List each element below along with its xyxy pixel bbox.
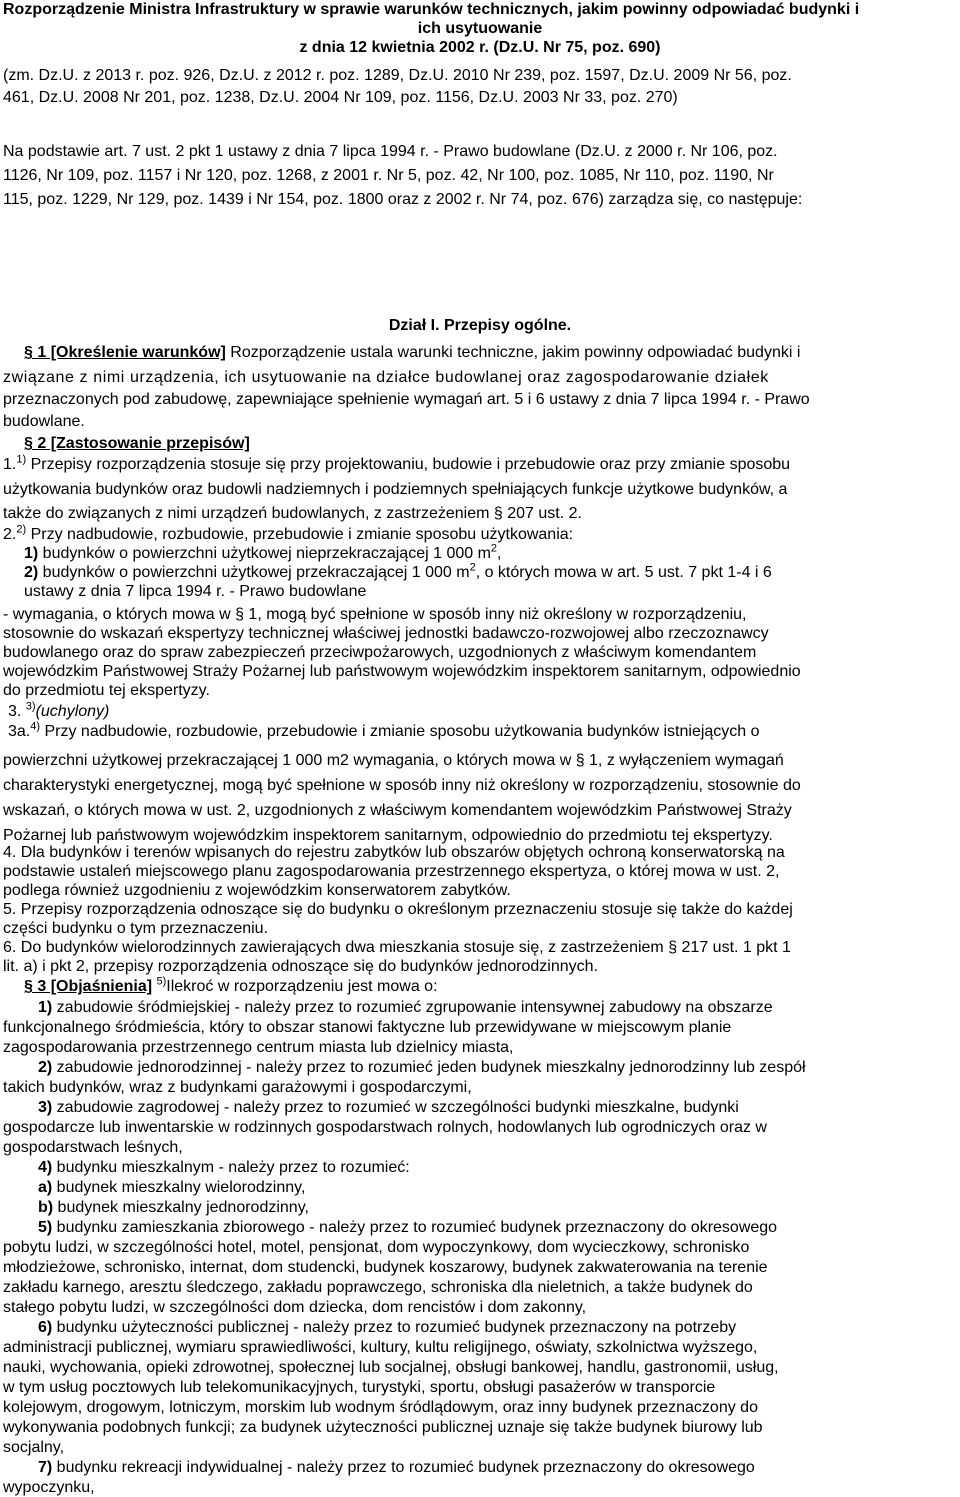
definition-text: budynku rekreacji indywidualnej - należy przez to rozumieć budynek przeznaczony do okresowego (52, 1459, 755, 1476)
paragraph-2-tail-line-2: stosownie do wskazań ekspertyzy technicznej właściwej jednostki badawczo-rozwojowej albo rzeczoznawcy (3, 625, 769, 642)
paragraph-1-text: Rozporządzenie ustala warunki techniczne, jakim powinny odpowiadać budynki i (225, 344, 801, 361)
definition-number: 3) (38, 1099, 53, 1116)
definition-item (38, 1098, 739, 1117)
definition-item (38, 1058, 806, 1077)
definition-item (38, 1318, 736, 1337)
point-text: (uchylony) (35, 703, 110, 720)
definition-item (38, 1198, 309, 1217)
paragraph-3-heading-line (24, 977, 438, 996)
paragraph-1-line-4: budowlane. (3, 413, 85, 430)
definition-continuation: kolejowym, drogowym, lotniczym, morskim lub wodnym śródlądowym, oraz inny budynek przeznaczony do (3, 1399, 758, 1416)
footnote-ref: 3) (25, 700, 36, 713)
paragraph-2-item-1 (24, 544, 501, 563)
footnote-ref: 5) (156, 975, 167, 988)
paragraph-2-point-2-line-1 (3, 525, 573, 544)
definition-continuation: pobytu ludzi, w szczególności hotel, motel, pensjonat, dom wypoczynkowy, dom wycieczkowy, schronisko (3, 1239, 750, 1256)
paragraph-2-point-3a-line-5: Pożarnej lub państwowym wojewódzkim inspektorem sanitarnym, odpowiednio do przedmiotu tej ekspertyzy. (3, 827, 773, 844)
definition-continuation: funkcjonalnego śródmieścia, który to obszar stanowi faktyczne lub przewidywane w miejscowym planie (3, 1019, 732, 1036)
definition-text: budynek mieszkalny wielorodzinny, (52, 1179, 306, 1196)
point-number: 1. (3, 456, 17, 473)
paragraph-2-tail-line-4: wojewódzkim Państwowej Straży Pożarnej lub państwowym wojewódzkim inspektorem sanitarnym, odpowiednio (3, 663, 801, 680)
definition-text: budynku zamieszkania zbiorowego - należy przez to rozumieć budynek przeznaczony do okresowego (52, 1219, 778, 1236)
point-number: 2. (3, 526, 17, 543)
footnote-ref: 2) (16, 523, 27, 536)
paragraph-1-line-1 (24, 343, 800, 362)
point-number: 3. (8, 703, 22, 720)
definition-continuation: wykonywania podobnych funkcji; za budynek użyteczności publicznej uznaje się także budynek biurowy lub (3, 1419, 763, 1436)
definition-text: budynku użyteczności publicznej - należy przez to rozumieć budynek przeznaczony na potrzeby (52, 1319, 737, 1336)
definition-text: budynku mieszkalnym - należy przez to rozumieć: (52, 1159, 410, 1176)
paragraph-2-point-5-line-1: 5. Przepisy rozporządzenia odnoszące się do budynku o określonym przeznaczeniu stosuje się także do każdej (3, 901, 793, 918)
paragraph-2-item-2-line-2: ustawy z dnia 7 lipca 1994 r. - Prawo budowlane (24, 583, 367, 600)
item-text: budynków o powierzchni użytkowej nieprzekraczającej 1 000 m (38, 545, 491, 562)
document-title-line-1: Rozporządzenie Ministra Infrastruktury w sprawie warunków technicznych, jakim powinny odpowiadać budynki i (3, 1, 860, 18)
paragraph-2-point-6-line-1: 6. Do budynków wielorodzinnych zawierających dwa mieszkania stosuje się, z zastrzeżeniem § 217 ust. 1 pkt 1 (3, 939, 791, 956)
definition-number: 2) (38, 1059, 53, 1076)
superscript: 2 (469, 561, 476, 574)
paragraph-2-tail-line-5: do przedmiotu tej ekspertyzy. (3, 682, 210, 699)
definition-number: b) (38, 1199, 54, 1216)
item-number: 2) (24, 564, 39, 581)
definition-item (38, 998, 773, 1017)
paragraph-2-point-1-line-3: także do związanych z nimi urządzeń budowlanych, z zastrzeżeniem § 207 ust. 2. (3, 505, 582, 522)
definition-continuation: zakładu karnego, aresztu śledczego, zakładu poprawczego, schroniska dla nieletnich, a także budynek do (3, 1279, 753, 1296)
footnote-ref: 4) (30, 720, 41, 733)
definition-number: 5) (38, 1219, 53, 1236)
paragraph-1-line-2: związane z nimi urządzenia, ich usytuowanie na działce budowlanej oraz zagospodarowanie działek (3, 369, 769, 386)
definition-continuation: młodzieżowe, schronisko, internat, dom studencki, budynek koszarowy, budynek zakwaterowania na terenie (3, 1259, 768, 1276)
paragraph-2-point-4-line-1: 4. Dla budynków i terenów wpisanych do rejestru zabytków lub obszarów objętych ochroną konserwatorską na (3, 844, 785, 861)
definition-continuation: gospodarstwach leśnych, (3, 1139, 183, 1156)
paragraph-2-point-5-line-2: części budynku o tym przeznaczeniu. (3, 920, 269, 937)
paragraph-2-point-4-line-2: podstawie ustaleń miejscowego planu zagospodarowania przestrzennego ekspertyza, o której mowa w ust. 2, (3, 863, 780, 880)
document-title-line-3: z dnia 12 kwietnia 2002 r. (Dz.U. Nr 75, poz. 690) (299, 39, 661, 56)
definition-text: zabudowie jednorodzinnej - należy przez to rozumieć jeden budynek mieszkalny jednorodzinny lub zespół (52, 1059, 806, 1076)
preamble-line-1: Na podstawie art. 7 ust. 2 pkt 1 ustawy z dnia 7 lipca 1994 r. - Prawo budowlane (Dz.U. z 2000 r. Nr 106, poz. (3, 143, 778, 160)
point-text: Przepisy rozporządzenia stosuje się przy projektowaniu, budowie i przebudowie oraz przy zmianie sposobu (26, 456, 791, 473)
paragraph-2-item-2 (24, 563, 772, 582)
definition-number: 7) (38, 1459, 53, 1476)
definition-continuation: takich budynków, wraz z budynkami garażowymi i gospodarczymi, (3, 1079, 472, 1096)
item-text-end: , (497, 545, 502, 562)
definition-text: budynek mieszkalny jednorodzinny, (53, 1199, 309, 1216)
paragraph-2-point-3 (8, 702, 109, 721)
section-title: Dział I. Przepisy ogólne. (388, 317, 572, 334)
definition-continuation: nauki, wychowania, opieki zdrowotnej, społecznej lub socjalnej, obsługi bankowej, handlu, gastronomii, usług, (3, 1359, 779, 1376)
paragraph-2-point-3a-line-3: charakterystyki energetycznej, mogą być spełnione w sposób inny niż określony w rozporządzeniu, stosownie do (3, 777, 801, 794)
definition-continuation: socjalny, (3, 1439, 65, 1456)
amendments-line-1: (zm. Dz.U. z 2013 r. poz. 926, Dz.U. z 2012 r. poz. 1289, Dz.U. 2010 Nr 239, poz. 1597, Dz.U. 2009 Nr 56, poz. (3, 67, 792, 84)
item-number: 1) (24, 545, 39, 562)
paragraph-2-point-3a-line-4: wskazań, o których mowa w ust. 2, uzgodnionych z właściwym komendantem wojewódzkim Państwowej Straży (3, 802, 792, 819)
definition-continuation: wypoczynku, (3, 1479, 95, 1496)
paragraph-2-point-3a-line-2: powierzchni użytkowej przekraczającej 1 000 m2 wymagania, o których mowa w § 1, z wyłączeniem wymagań (3, 752, 784, 769)
definition-continuation: gospodarcze lub inwentarskie w rodzinnych gospodarstwach rolnych, hodowlanych lub ogrodniczych oraz w (3, 1119, 767, 1136)
document-title-line-2: ich usytuowanie (417, 20, 543, 37)
definition-item (38, 1218, 777, 1237)
definition-item (38, 1178, 305, 1197)
superscript: 2 (490, 542, 498, 555)
paragraph-2-point-6-line-2: lit. a) i pkt 2, przepisy rozporządzenia odnoszące się do budynków jednorodzinnych. (3, 958, 598, 975)
paragraph-2-point-1-line-1 (3, 455, 790, 474)
paragraph-3-heading: § 3 [Objaśnienia] (24, 978, 153, 995)
item-text: budynków o powierzchni użytkowej przekraczającej 1 000 m (38, 564, 470, 581)
paragraph-2-heading: § 2 [Zastosowanie przepisów] (24, 435, 250, 452)
definition-continuation: zagospodarowania przestrzennego centrum miasta lub dzielnicy miasta, (3, 1039, 514, 1056)
point-number: 3a. (8, 723, 31, 740)
definition-number: 1) (38, 999, 53, 1016)
paragraph-2-point-1-line-2: użytkowania budynków oraz budowli nadziemnych i podziemnych spełniających funkcje użytkowe budynków, a (3, 481, 788, 498)
point-text: Przy nadbudowie, rozbudowie, przebudowie i zmianie sposobu użytkowania: (26, 526, 574, 543)
paragraph-2-point-4-line-3: podlega również uzgodnieniu z wojewódzkim konserwatorem zabytków. (3, 882, 511, 899)
definition-text: zabudowie zagrodowej - należy przez to rozumieć w szczególności budynki mieszkalne, budynki (52, 1099, 739, 1116)
paragraph-2-tail-line-3: budowlanego oraz do spraw zabezpieczeń przeciwpożarowych, uzgodnionych z właściwym komendantem (3, 644, 757, 661)
paragraph-3-intro: Ilekroć w rozporządzeniu jest mowa o: (166, 978, 438, 995)
paragraph-2-point-3a-line-1 (8, 722, 760, 741)
footnote-ref: 1) (16, 453, 27, 466)
preamble-line-2: 1126, Nr 109, poz. 1157 i Nr 120, poz. 1268, z 2001 r. Nr 5, poz. 42, Nr 100, poz. 1085, Nr 110, poz. 1190, Nr (3, 167, 774, 184)
definition-number: 6) (38, 1319, 53, 1336)
preamble-line-3: 115, poz. 1229, Nr 129, poz. 1439 i Nr 154, poz. 1800 oraz z 2002 r. Nr 74, poz. 676) zarządza się, co następuje: (3, 191, 803, 208)
definition-continuation: w tym usług pocztowych lub telekomunikacyjnych, turystyki, sportu, obsługi pasażerów w transporcie (3, 1379, 716, 1396)
definition-text: zabudowie śródmiejskiej - należy przez to rozumieć zgrupowanie intensywnej zabudowy na obszarze (52, 999, 773, 1016)
definition-number: 4) (38, 1159, 53, 1176)
definition-continuation: administracji publicznej, wymiaru sprawiedliwości, kultury, kultu religijnego, oświaty, szkolnictwa wyższego, (3, 1339, 758, 1356)
definition-number: a) (38, 1179, 53, 1196)
amendments-line-2: 461, Dz.U. 2008 Nr 201, poz. 1238, Dz.U. 2004 Nr 109, poz. 1156, Dz.U. 2003 Nr 33, poz. 270) (3, 89, 678, 106)
definition-item (38, 1458, 755, 1477)
item-text-end: , o których mowa w art. 5 ust. 7 pkt 1-4 i 6 (475, 564, 772, 581)
paragraph-2-tail-line-1: - wymagania, o których mowa w § 1, mogą być spełnione w sposób inny niż określony w rozporządzeniu, (3, 606, 747, 623)
definition-item (38, 1158, 410, 1177)
paragraph-1-line-3: przeznaczonych pod zabudowę, zapewniające spełnienie wymagań art. 5 i 6 ustawy z dnia 7 lipca 1994 r. - Prawo (3, 391, 810, 408)
definition-continuation: stałego pobytu ludzi, w szczególności dom dziecka, dom rencistów i dom zakonny, (3, 1299, 587, 1316)
paragraph-1-heading: § 1 [Określenie warunków] (24, 344, 226, 361)
point-text: Przy nadbudowie, rozbudowie, przebudowie i zmianie sposobu użytkowania budynków istniejących o (40, 723, 760, 740)
